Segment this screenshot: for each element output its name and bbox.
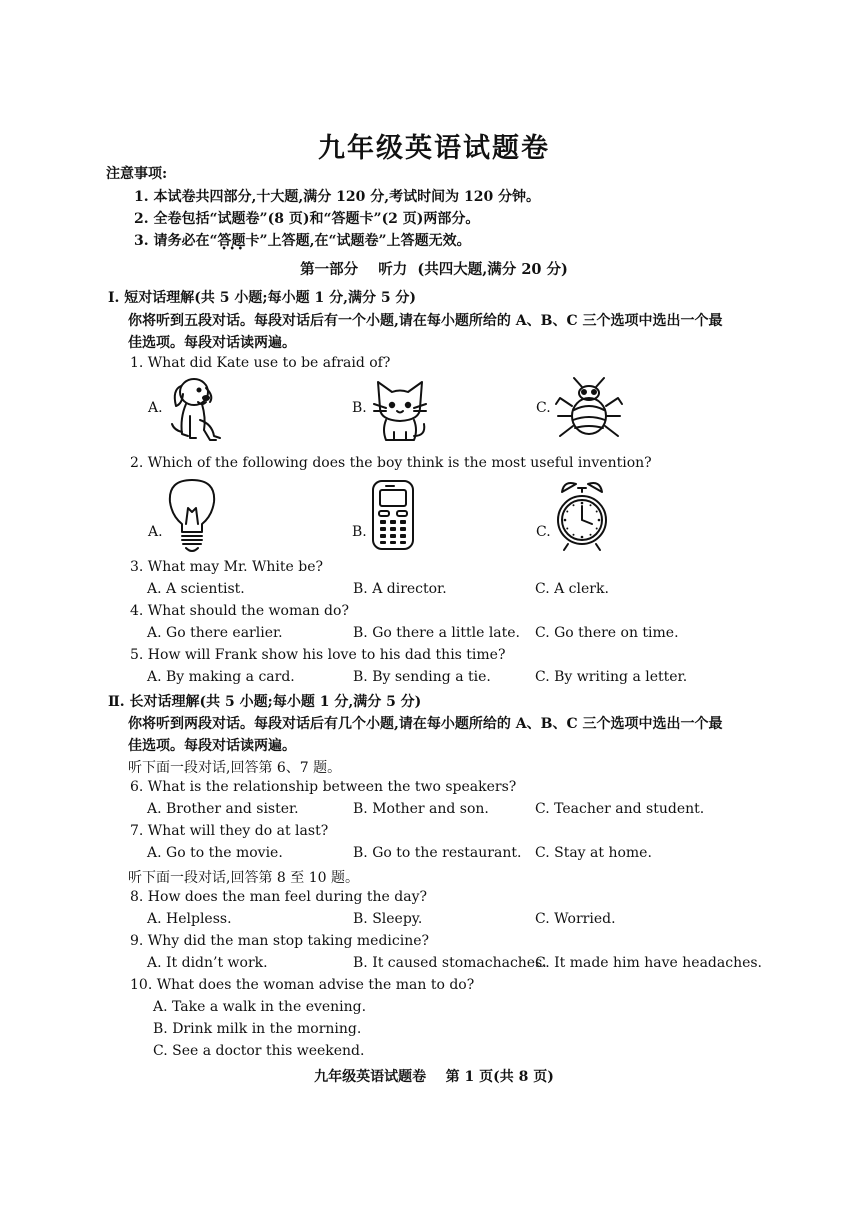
q7-option-a: A. Go to the movie.	[147, 845, 283, 861]
q9-option-a: A. It didn’t work.	[147, 955, 268, 971]
q4-option-b: B. Go there a little late.	[353, 625, 521, 641]
bug-icon	[554, 376, 624, 446]
alarm-clock-icon	[554, 478, 610, 554]
question-10: 10. What does the woman advise the man to do?	[130, 977, 475, 993]
q2-option-a-label: A.	[148, 524, 163, 540]
q1-option-c-label: C.	[536, 400, 551, 416]
q8-option-c: C. Worried.	[535, 911, 616, 927]
q6-option-a: A. Brother and sister.	[147, 801, 299, 817]
q3-option-c: C. A clerk.	[535, 581, 609, 597]
section-2-heading: Ⅱ. 长对话理解(共 5 小题;每小题 1 分,满分 5 分)	[108, 694, 422, 710]
q6-option-c: C. Teacher and student.	[535, 801, 705, 817]
part-1-heading: 第一部分 听力 (共四大题,满分 20 分)	[300, 261, 568, 278]
notice-heading: 注意事项:	[106, 166, 168, 182]
q4-option-c: C. Go there on time.	[535, 625, 679, 641]
section-1-heading: Ⅰ. 短对话理解(共 5 小题;每小题 1 分,满分 5 分)	[108, 290, 417, 306]
q9-option-b: B. It caused stomachaches.	[353, 955, 547, 971]
question-8: 8. How does the man feel during the day?	[130, 889, 428, 905]
page-title: 九年级英语试题卷	[318, 133, 550, 164]
q7-option-b: B. Go to the restaurant.	[353, 845, 522, 861]
page-footer: 九年级英语试题卷 第 1 页(共 8 页)	[314, 1069, 554, 1085]
q5-option-a: A. By making a card.	[147, 669, 295, 685]
q10-option-c: C. See a doctor this weekend.	[153, 1043, 365, 1059]
notice-item-3-post: ”上答题,在“试题卷”上答题无效。	[259, 233, 471, 249]
q1-option-b-label: B.	[352, 400, 367, 416]
section-1-instruction-line-2: 佳选项。每段对话读两遍。	[128, 335, 296, 351]
q5-option-b: B. By sending a tie.	[353, 669, 491, 685]
q4-option-a: A. Go there earlier.	[147, 625, 283, 641]
light-bulb-icon	[166, 478, 218, 554]
section-2-instruction-line-1: 你将听到两段对话。每段对话后有几个小题,请在每小题所给的 A、B、C 三个选项中选出一个最	[128, 716, 723, 732]
listen-instruction-1: 听下面一段对话,回答第 6、7 题。	[128, 760, 342, 776]
q10-option-a: A. Take a walk in the evening.	[153, 999, 367, 1015]
section-1-instruction-line-1: 你将听到五段对话。每段对话后有一个小题,请在每小题所给的 A、B、C 三个选项中选出一个最	[128, 313, 723, 329]
notice-item-3	[134, 230, 471, 250]
question-5: 5. How will Frank show his love to his dad this time?	[130, 647, 506, 663]
q8-option-a: A. Helpless.	[147, 911, 232, 927]
q2-option-b-label: B.	[352, 524, 367, 540]
question-7: 7. What will they do at last?	[130, 823, 329, 839]
q2-option-c-label: C.	[536, 524, 551, 540]
q9-option-c: C. It made him have headaches.	[535, 955, 763, 971]
question-6: 6. What is the relationship between the two speakers?	[130, 779, 517, 795]
q6-option-b: B. Mother and son.	[353, 801, 489, 817]
cat-icon	[372, 378, 428, 444]
q8-option-b: B. Sleepy.	[353, 911, 423, 927]
question-2: 2. Which of the following does the boy think is the most useful invention?	[130, 455, 652, 471]
notice-item-2: 2. 全卷包括“试题卷”(8 页)和“答题卡”(2 页)两部分。	[134, 211, 480, 227]
q5-option-c: C. By writing a letter.	[535, 669, 688, 685]
q3-option-b: B. A director.	[353, 581, 447, 597]
notice-item-1: 1. 本试卷共四部分,十大题,满分 120 分,考试时间为 120 分钟。	[134, 189, 541, 205]
mobile-phone-icon	[370, 478, 416, 552]
question-1: 1. What did Kate use to be afraid of?	[130, 355, 391, 371]
notice-item-3-emphasis: 答题卡 •••	[218, 230, 260, 250]
q10-option-b: B. Drink milk in the morning.	[153, 1021, 362, 1037]
notice-item-3-pre: 3. 请务必在“	[134, 233, 218, 249]
question-9: 9. Why did the man stop taking medicine?	[130, 933, 430, 949]
question-4: 4. What should the woman do?	[130, 603, 349, 619]
dog-icon	[164, 374, 224, 446]
section-2-instruction-line-2: 佳选项。每段对话读两遍。	[128, 738, 296, 754]
q7-option-c: C. Stay at home.	[535, 845, 652, 861]
q1-option-a-label: A.	[148, 400, 163, 416]
q3-option-a: A. A scientist.	[147, 581, 245, 597]
listen-instruction-2: 听下面一段对话,回答第 8 至 10 题。	[128, 870, 359, 886]
question-3: 3. What may Mr. White be?	[130, 559, 324, 575]
